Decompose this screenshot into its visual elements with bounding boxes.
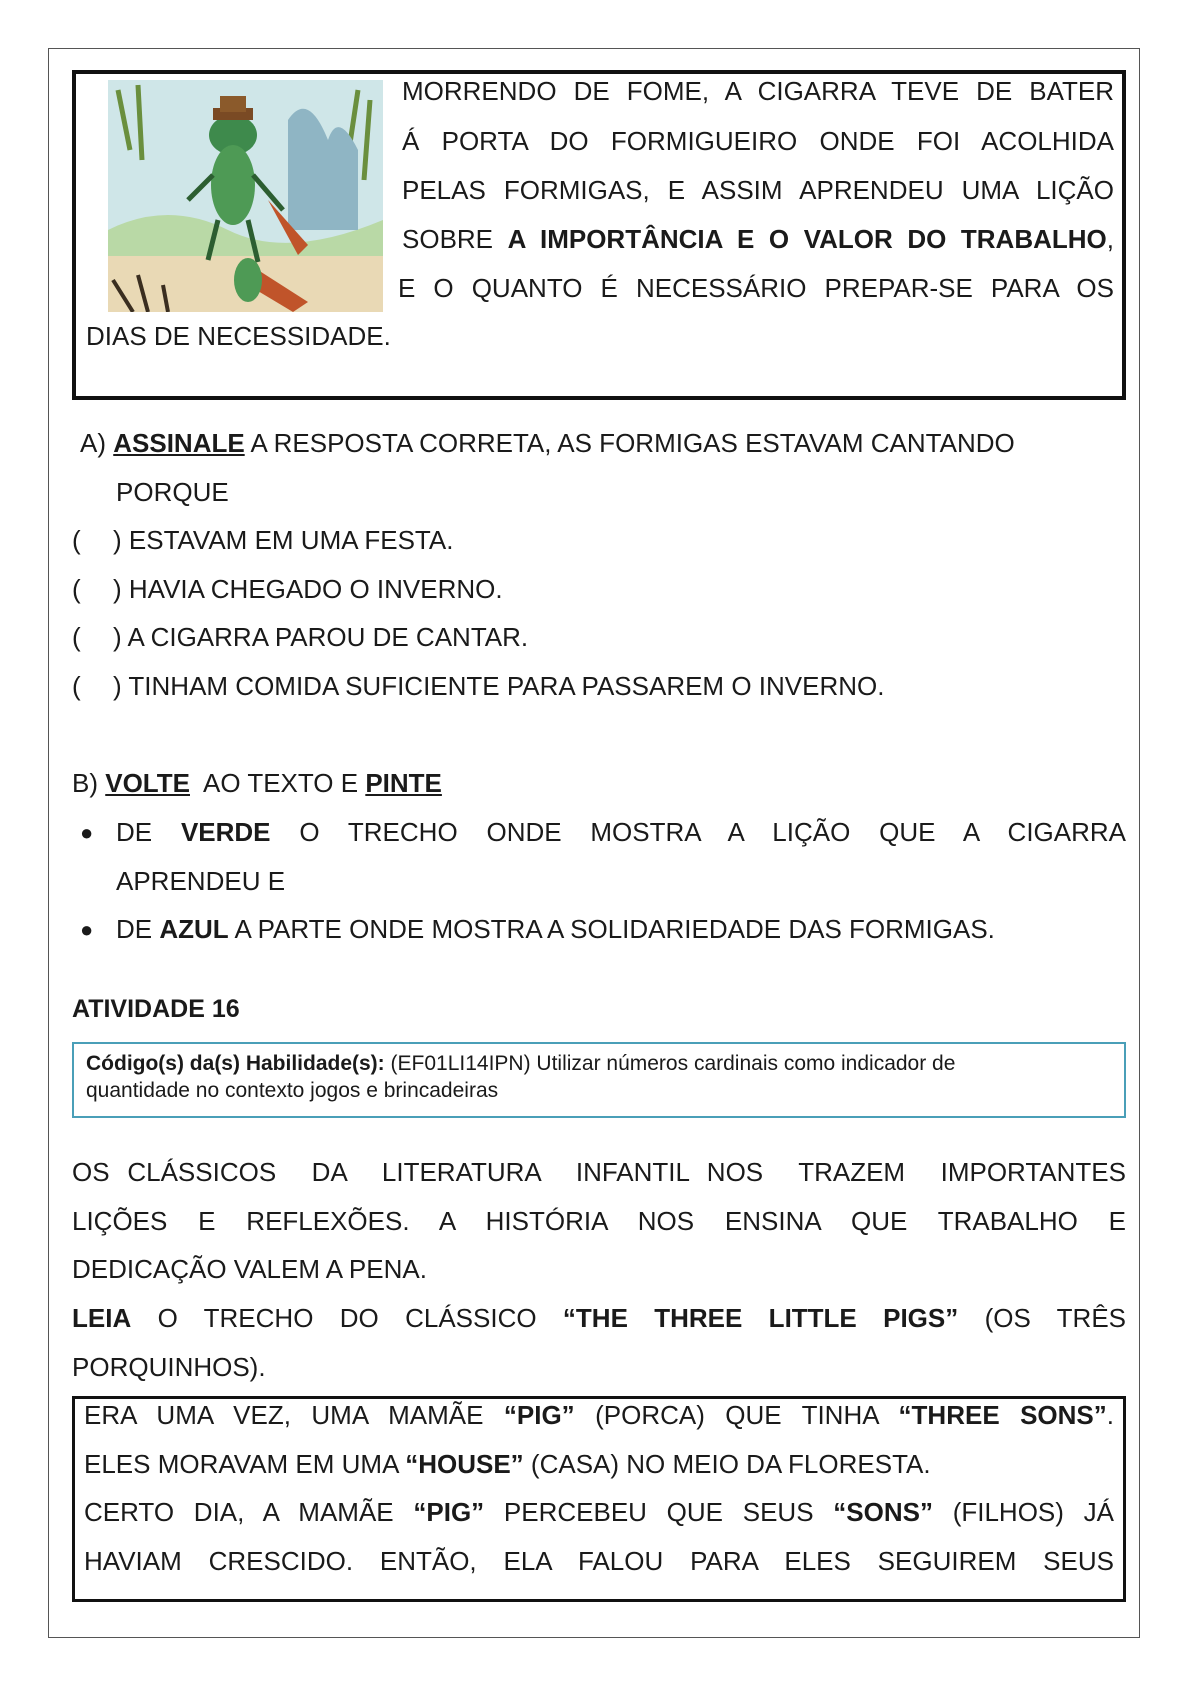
- question-a: A) ASSINALE A RESPOSTA CORRETA, AS FORMIGAS ESTAVAM CANTANDO: [80, 428, 1015, 458]
- intro-leia: LEIA O TRECHO DO CLÁSSICO “THE THREE LITTLE PIGS” (OS TRÊS: [72, 1303, 1127, 1333]
- option-label: ) TINHAM COMIDA SUFICIENTE PARA PASSAREM O INVERNO.: [113, 671, 885, 701]
- story-line: PELAS FORMIGAS, E ASSIM APRENDEU UMA LIÇÃO: [402, 175, 1114, 205]
- pigs-line: ELES MORAVAM EM UMA “HOUSE” (CASA) NO MEIO DA FLORESTA.: [84, 1449, 931, 1479]
- assinale-keyword: ASSINALE: [113, 428, 245, 458]
- option-checkbox[interactable]: (: [72, 671, 81, 701]
- story-bold: A IMPORTÂNCIA E O VALOR DO TRABALHO: [507, 224, 1107, 254]
- leia-keyword: LEIA: [72, 1303, 132, 1333]
- volte-keyword: VOLTE: [105, 768, 190, 798]
- skill-text: Código(s) da(s) Habilidade(s): (EF01LI14IPN) Utilizar números cardinais como indicador de quantidade no contexto jogos e brincadeiras: [86, 1052, 956, 1102]
- option-checkbox[interactable]: (: [72, 574, 81, 604]
- bullet-azul: DE AZUL A PARTE ONDE MOSTRA A SOLIDARIEDADE DAS FORMIGAS.: [116, 914, 995, 944]
- intro-line: LIÇÕES E REFLEXÕES. A HISTÓRIA NOS ENSINA QUE TRABALHO E: [72, 1206, 1126, 1236]
- pigs-line: CERTO DIA, A MAMÃE “PIG” PERCEBEU QUE SEUS “SONS” (FILHOS) JÁ: [84, 1497, 1114, 1527]
- option-label: ) HAVIA CHEGADO O INVERNO.: [113, 574, 503, 604]
- intro-line: PORQUINHOS).: [72, 1352, 266, 1382]
- pinte-keyword: PINTE: [365, 768, 442, 798]
- cicada-illustration: [108, 80, 383, 312]
- azul-keyword: AZUL: [159, 914, 229, 944]
- question-b: B) VOLTE AO TEXTO E PINTE: [72, 768, 442, 798]
- story-line: MORRENDO DE FOME, A CIGARRA TEVE DE BATER: [402, 76, 1114, 106]
- bullet-verde: DE VERDE O TRECHO ONDE MOSTRA A LIÇÃO QUE A CIGARRA: [116, 817, 1126, 847]
- option-checkbox[interactable]: (: [72, 622, 81, 652]
- story-line: DIAS DE NECESSIDADE.: [86, 321, 391, 351]
- pigs-line: ERA UMA VEZ, UMA MAMÃE “PIG” (PORCA) QUE TINHA “THREE SONS”.: [84, 1400, 1114, 1430]
- activity-title: ATIVIDADE 16: [72, 995, 240, 1023]
- option-label: ) ESTAVAM EM UMA FESTA.: [113, 525, 454, 555]
- option-checkbox[interactable]: (: [72, 525, 81, 555]
- skill-label: Código(s) da(s) Habilidade(s):: [86, 1052, 385, 1075]
- skill-box: [72, 1042, 1126, 1118]
- pigs-line: HAVIAM CRESCIDO. ENTÃO, ELA FALOU PARA ELES SEGUIREM SEUS: [84, 1546, 1114, 1576]
- option-label: ) A CIGARRA PAROU DE CANTAR.: [113, 622, 529, 652]
- question-a-line2: PORQUE: [116, 477, 229, 507]
- verde-keyword: VERDE: [180, 817, 271, 847]
- story-line: E O QUANTO É NECESSÁRIO PREPAR-SE PARA OS: [398, 273, 1114, 303]
- bullet-icon: ●: [80, 820, 94, 845]
- story-title: “THE THREE LITTLE PIGS”: [562, 1303, 959, 1333]
- intro-line: OS CLÁSSICOS DA LITERATURA INFANTIL NOS TRAZEM IMPORTANTES: [72, 1157, 1126, 1187]
- bullet-verde-line2: APRENDEU E: [116, 866, 286, 896]
- intro-line: DEDICAÇÃO VALEM A PENA.: [72, 1254, 427, 1284]
- story-line: SOBRE A IMPORTÂNCIA E O VALOR DO TRABALHO,: [402, 224, 1114, 254]
- story-line: Á PORTA DO FORMIGUEIRO ONDE FOI ACOLHIDA: [402, 126, 1114, 156]
- bullet-icon: ●: [80, 917, 94, 942]
